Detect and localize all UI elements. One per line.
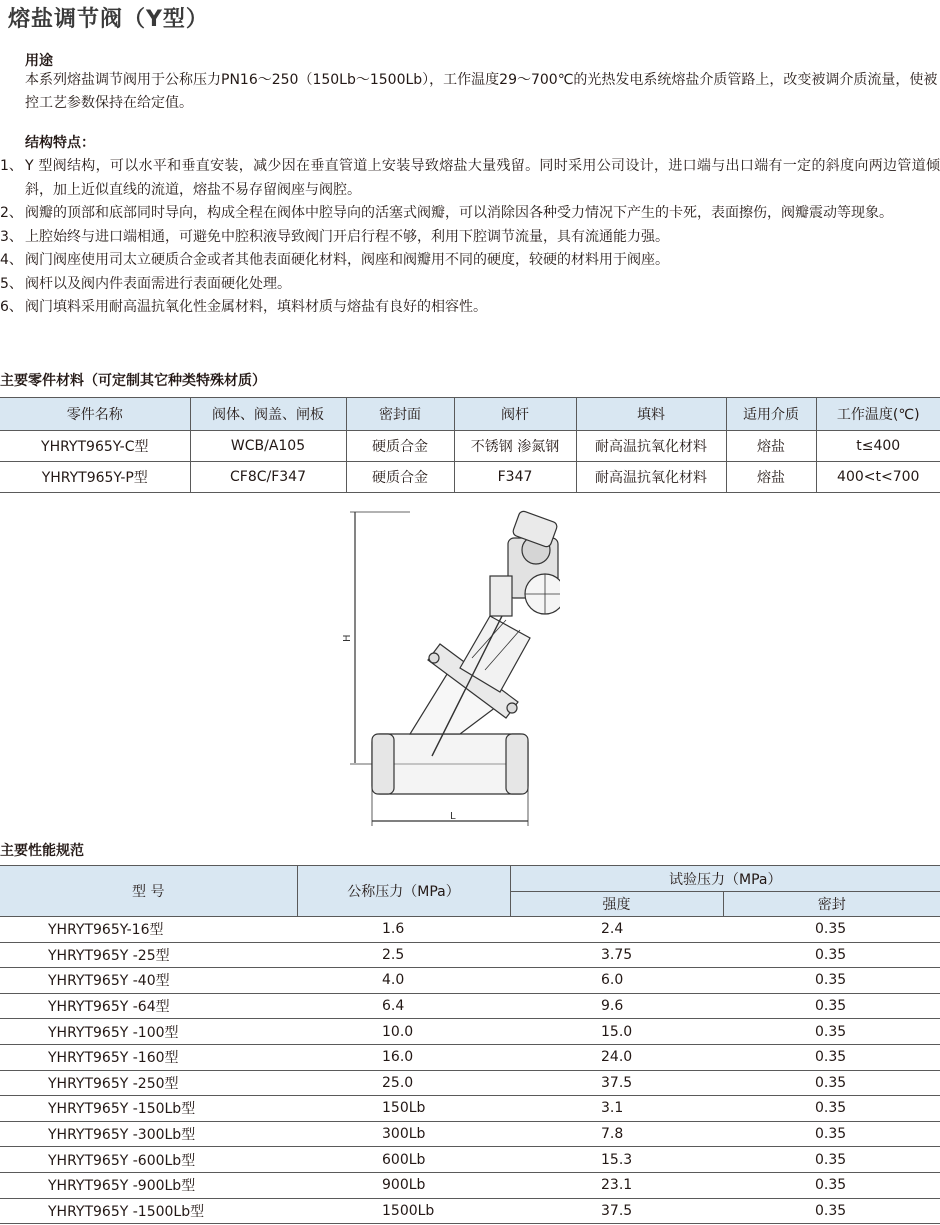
performance-table	[0, 865, 940, 1224]
list-item	[0, 296, 940, 320]
structure-heading: 结构特点：	[25, 135, 95, 151]
table-cell: YHRYT965Y -300Lb型	[0, 1121, 297, 1147]
table-header-row	[0, 398, 940, 431]
table-cell: 0.35	[723, 917, 940, 943]
page-title: 熔盐调节阀（Y型）	[8, 7, 209, 32]
table-cell: YHRYT965Y -600Lb型	[0, 1147, 297, 1173]
item-text: 阀瓣的顶部和底部同时导向，构成全程在阀体中腔导向的活塞式阀瓣，可以消除因各种受力情况下产生的卡死，表面擦伤，阀瓣震动等现象。	[25, 205, 893, 221]
list-item	[0, 226, 940, 250]
table-cell: 23.1	[510, 1172, 723, 1198]
h-label: H	[342, 634, 353, 642]
column-header: 零件名称	[0, 398, 190, 431]
table-cell: 2.4	[510, 917, 723, 943]
table-cell: 0.35	[723, 1121, 940, 1147]
table-cell: WCB/A105	[190, 431, 346, 462]
table-cell: 不锈钢 渗氮钢	[454, 431, 576, 462]
column-header-pressure: 公称压力（MPa）	[297, 866, 510, 917]
table-cell: t≤400	[816, 431, 940, 462]
valve-drawing	[340, 508, 560, 830]
table-cell: 300Lb	[297, 1121, 510, 1147]
table-cell: 耐高温抗氧化材料	[576, 431, 726, 462]
table-cell: YHRYT965Y -1500Lb型	[0, 1198, 297, 1224]
table-cell: 6.0	[510, 968, 723, 994]
column-header: 阀体、阀盖、闸板	[190, 398, 346, 431]
table-header-row	[0, 866, 940, 892]
table-cell: 硬质合金	[346, 431, 454, 462]
item-text: 阀门填料采用耐高温抗氧化性金属材料，填料材质与熔盐有良好的相容性。	[25, 299, 487, 315]
table-row	[0, 462, 940, 493]
item-number: 2、	[0, 205, 23, 221]
table-row	[0, 1147, 940, 1173]
table-cell: YHRYT965Y -25型	[0, 942, 297, 968]
table-row	[0, 993, 940, 1019]
column-header-test-pressure: 试验压力（MPa）	[510, 866, 940, 892]
column-header: 工作温度(℃)	[816, 398, 940, 431]
table-cell: 3.75	[510, 942, 723, 968]
table-row	[0, 1198, 940, 1224]
item-number: 3、	[0, 228, 23, 245]
table-row	[0, 1070, 940, 1096]
item-number: 1、	[0, 158, 23, 174]
column-header: 阀杆	[454, 398, 576, 431]
table-row	[0, 1172, 940, 1198]
table-cell: 2.5	[297, 942, 510, 968]
column-header: 填料	[576, 398, 726, 431]
table-cell: 25.0	[297, 1070, 510, 1096]
pipe-end-left	[372, 734, 394, 794]
table-row	[0, 1044, 940, 1070]
performance-heading: 主要性能规范	[0, 843, 84, 859]
table-cell: 1.6	[297, 917, 510, 943]
table-cell: 0.35	[723, 942, 940, 968]
l-label: L	[450, 811, 456, 822]
table-cell: YHRYT965Y -40型	[0, 968, 297, 994]
table-cell: 16.0	[297, 1044, 510, 1070]
table-cell: 0.35	[723, 1198, 940, 1224]
item-text: 上腔始终与进口端相通，可避免中腔积液导致阀门开启行程不够，利用下腔调节流量，具有流通能力强。	[25, 228, 669, 245]
table-cell: YHRYT965Y -64型	[0, 993, 297, 1019]
table-cell: 0.35	[723, 1070, 940, 1096]
list-item	[0, 273, 940, 297]
table-cell: 24.0	[510, 1044, 723, 1070]
table-cell: 0.35	[723, 1147, 940, 1173]
column-header-model: 型 号	[0, 866, 297, 917]
flange-bolt	[429, 653, 439, 663]
column-header-strength: 强度	[510, 892, 723, 917]
performance-body	[0, 917, 940, 1224]
table-cell: 1500Lb	[297, 1198, 510, 1224]
table-cell: YHRYT965Y-P型	[0, 462, 190, 493]
column-header-seal: 密封	[723, 892, 940, 917]
usage-text: 本系列熔盐调节阀用于公称压力PN16～250（150Lb～1500Lb），工作温度29～700℃的光热发电系统熔盐介质管路上，改变被调介质流量，使被控工艺参数保持在给定值。	[25, 72, 938, 111]
item-number: 5、	[0, 275, 23, 292]
table-cell: YHRYT965Y -250型	[0, 1070, 297, 1096]
table-cell: 150Lb	[297, 1096, 510, 1122]
table-row	[0, 1121, 940, 1147]
table-cell: YHRYT965Y-C型	[0, 431, 190, 462]
table-row	[0, 942, 940, 968]
pipe-end-right	[506, 734, 528, 794]
table-cell: 0.35	[723, 1096, 940, 1122]
list-item	[0, 202, 940, 226]
table-row	[0, 431, 940, 462]
table-cell: 耐高温抗氧化材料	[576, 462, 726, 493]
table-cell: F347	[454, 462, 576, 493]
list-item	[0, 155, 940, 202]
materials-heading: 主要零件材料（可定制其它种类特殊材质）	[0, 373, 266, 389]
table-cell: 0.35	[723, 1172, 940, 1198]
table-row	[0, 917, 940, 943]
table-cell: YHRYT965Y -150Lb型	[0, 1096, 297, 1122]
table-cell: 37.5	[510, 1198, 723, 1224]
column-header: 密封面	[346, 398, 454, 431]
item-number: 6、	[0, 299, 23, 315]
table-cell: 硬质合金	[346, 462, 454, 493]
table-cell: 9.6	[510, 993, 723, 1019]
item-number: 4、	[0, 252, 23, 268]
table-cell: 0.35	[723, 968, 940, 994]
materials-table	[0, 397, 940, 493]
table-cell: 10.0	[297, 1019, 510, 1045]
structure-list	[0, 155, 940, 320]
table-cell: 15.3	[510, 1147, 723, 1173]
usage-heading: 用途	[25, 53, 53, 69]
item-text: 阀杆以及阀内件表面需进行表面硬化处理。	[25, 275, 291, 292]
table-cell: 熔盐	[726, 462, 816, 493]
table-cell: YHRYT965Y -160型	[0, 1044, 297, 1070]
flange-bolt	[507, 703, 517, 713]
table-cell: 0.35	[723, 1044, 940, 1070]
table-row	[0, 1019, 940, 1045]
actuator-gearbox	[490, 576, 512, 616]
table-cell: 0.35	[723, 993, 940, 1019]
table-cell: YHRYT965Y -900Lb型	[0, 1172, 297, 1198]
table-cell: 7.8	[510, 1121, 723, 1147]
table-cell: YHRYT965Y-16型	[0, 917, 297, 943]
table-row	[0, 1096, 940, 1122]
table-cell: 400<t<700	[816, 462, 940, 493]
table-cell: 0.35	[723, 1019, 940, 1045]
column-header: 适用介质	[726, 398, 816, 431]
item-text: Y 型阀结构，可以水平和垂直安装，减少因在垂直管道上安装导致熔盐大量残留。同时采用公司设计，进口端与出口端有一定的斜度向两边管道倾斜，加上近似直线的流道，熔盐不易存留阀座与阀腔。	[25, 158, 940, 198]
table-cell: 900Lb	[297, 1172, 510, 1198]
table-cell: 37.5	[510, 1070, 723, 1096]
table-cell: 3.1	[510, 1096, 723, 1122]
table-cell: CF8C/F347	[190, 462, 346, 493]
table-cell: 4.0	[297, 968, 510, 994]
table-row	[0, 968, 940, 994]
list-item	[0, 249, 940, 273]
table-cell: 熔盐	[726, 431, 816, 462]
table-cell: 6.4	[297, 993, 510, 1019]
item-text: 阀门阀座使用司太立硬质合金或者其他表面硬化材料，阀座和阀瓣用不同的硬度，较硬的材料用于阀座。	[25, 252, 669, 268]
table-cell: YHRYT965Y -100型	[0, 1019, 297, 1045]
table-cell: 600Lb	[297, 1147, 510, 1173]
table-cell: 15.0	[510, 1019, 723, 1045]
